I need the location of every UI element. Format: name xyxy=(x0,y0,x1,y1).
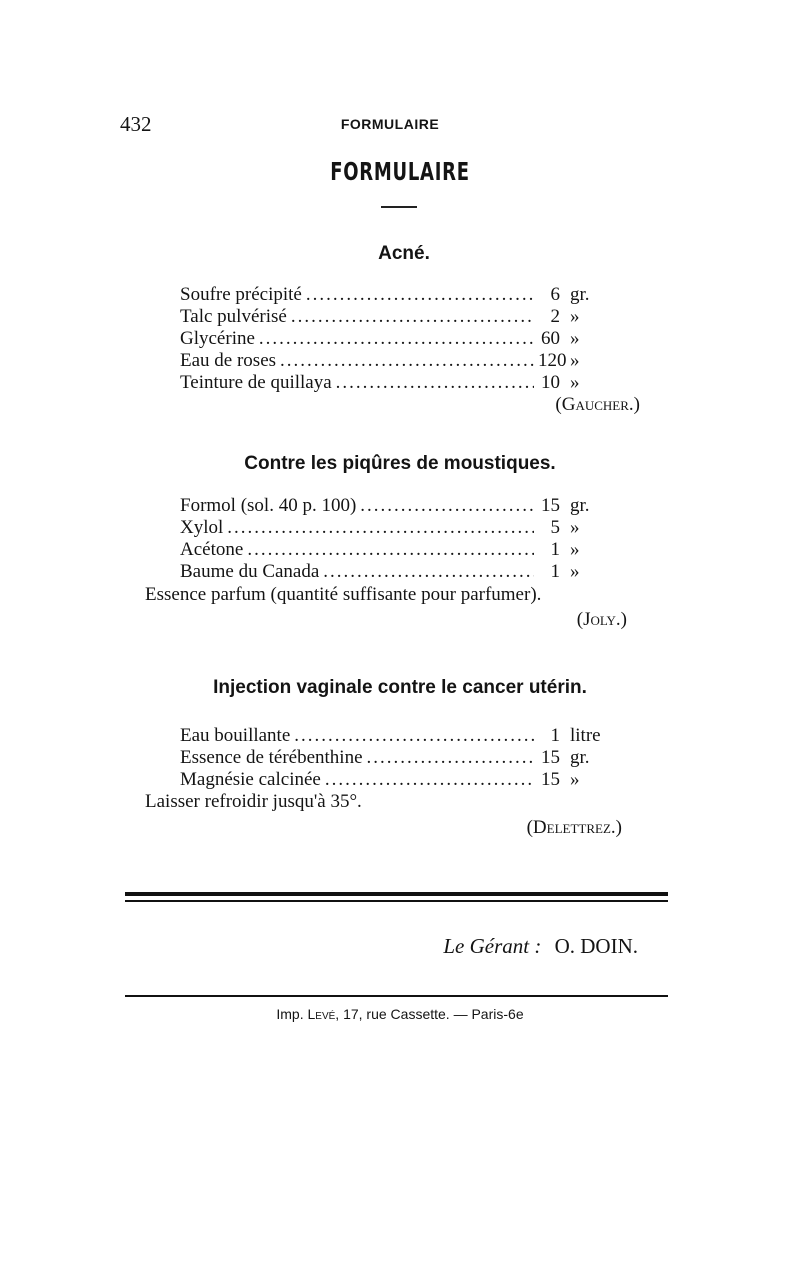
recipe-author: (Delettrez.) xyxy=(526,817,622,838)
ingredient-name: Essence de térébenthine xyxy=(180,747,363,768)
ingredient-unit: gr. xyxy=(570,747,590,768)
leader-dots xyxy=(323,561,534,583)
ingredient-qty: 120 xyxy=(538,350,567,371)
ingredient-name: Acétone xyxy=(180,539,244,560)
ingredient-name: Glycérine xyxy=(180,328,255,349)
imprint-name: Levé xyxy=(307,1006,336,1022)
ingredient-qty: 15 xyxy=(541,747,560,768)
ingredient-name: Soufre précipité xyxy=(180,284,302,305)
imprint-line xyxy=(0,1006,800,1022)
ingredient-qty: 60 xyxy=(541,328,560,349)
ingredient-qty: 5 xyxy=(550,517,560,538)
running-title: FORMULAIRE xyxy=(340,116,440,132)
recipe-line xyxy=(180,725,630,747)
recipe-line xyxy=(180,747,630,769)
recipe-line xyxy=(180,372,630,394)
ingredient-name: Eau bouillante xyxy=(180,725,291,746)
ingredient-unit: » xyxy=(570,561,580,582)
ingredient-name: Teinture de quillaya xyxy=(180,372,332,393)
recipe-note: Laisser refroidir jusqu'à 35°. xyxy=(145,791,362,812)
imprint-rule xyxy=(125,995,668,997)
ingredient-unit: » xyxy=(570,350,580,371)
ingredient-name: Baume du Canada xyxy=(180,561,320,582)
leader-dots xyxy=(306,284,534,306)
gerant-label: Le Gérant : xyxy=(443,934,542,958)
leader-dots xyxy=(325,769,534,791)
ingredient-name: Eau de roses xyxy=(180,350,277,371)
leader-dots xyxy=(294,725,534,747)
ingredient-name: Talc pulvérisé xyxy=(180,306,287,327)
ingredient-unit: » xyxy=(570,517,580,538)
end-rule-thick xyxy=(125,892,668,896)
recipe-author: (Joly.) xyxy=(576,609,627,630)
section-heading-injection: Injection vaginale contre le cancer utérin. xyxy=(213,677,587,698)
ingredient-qty: 2 xyxy=(550,306,560,327)
ingredient-qty: 1 xyxy=(550,725,560,746)
ingredient-qty: 10 xyxy=(541,372,560,393)
ingredient-qty: 15 xyxy=(541,495,560,516)
recipe-line xyxy=(180,561,630,583)
ingredient-name: Magnésie calcinée xyxy=(180,769,321,790)
page-number: 432 xyxy=(120,112,152,136)
ingredient-name: Xylol xyxy=(180,517,224,538)
recipe-line xyxy=(180,769,630,791)
imprint-prefix: Imp. xyxy=(276,1006,304,1022)
ingredient-unit: » xyxy=(570,539,580,560)
gerant-name: O. DOIN. xyxy=(554,934,638,958)
leader-dots xyxy=(367,747,534,769)
recipe-line xyxy=(180,306,630,328)
leader-dots xyxy=(336,372,534,394)
ingredient-qty: 15 xyxy=(541,769,560,790)
section-heading-acne: Acné. xyxy=(378,243,430,264)
running-head xyxy=(120,112,660,142)
section-heading-moustiques: Contre les piqûres de moustiques. xyxy=(244,453,556,474)
recipe-line xyxy=(180,328,630,350)
ingredient-qty: 6 xyxy=(550,284,560,305)
ingredient-unit: gr. xyxy=(570,495,590,516)
title-divider xyxy=(381,206,417,208)
recipe-note: Essence parfum (quantité suffisante pour parfumer). xyxy=(145,584,542,605)
imprint-rest: , 17, rue Cassette. — Paris-6e xyxy=(335,1006,524,1022)
gerant-signature xyxy=(443,934,638,959)
ingredient-unit: gr. xyxy=(570,284,590,305)
recipe-line xyxy=(180,284,630,306)
end-rule-thin xyxy=(125,900,668,902)
ingredient-name: Formol (sol. 40 p. 100) xyxy=(180,495,357,516)
leader-dots xyxy=(247,539,534,561)
leader-dots xyxy=(291,306,534,328)
page-title: FORMULAIRE xyxy=(330,157,470,186)
recipe-author: (Gaucher.) xyxy=(555,394,640,415)
recipe-line xyxy=(180,350,630,372)
recipe-line xyxy=(180,517,630,539)
leader-dots xyxy=(280,350,534,372)
recipe-list-moustiques xyxy=(180,495,630,583)
recipe-list-injection xyxy=(180,725,630,791)
recipe-line xyxy=(180,495,630,517)
ingredient-qty: 1 xyxy=(550,539,560,560)
leader-dots xyxy=(259,328,534,350)
ingredient-unit: » xyxy=(570,306,580,327)
ingredient-qty: 1 xyxy=(550,561,560,582)
ingredient-unit: » xyxy=(570,372,580,393)
leader-dots xyxy=(227,517,534,539)
ingredient-unit: litre xyxy=(570,725,601,746)
ingredient-unit: » xyxy=(570,328,580,349)
recipe-line xyxy=(180,539,630,561)
ingredient-unit: » xyxy=(570,769,580,790)
leader-dots xyxy=(360,495,534,517)
recipe-list-acne xyxy=(180,284,630,394)
